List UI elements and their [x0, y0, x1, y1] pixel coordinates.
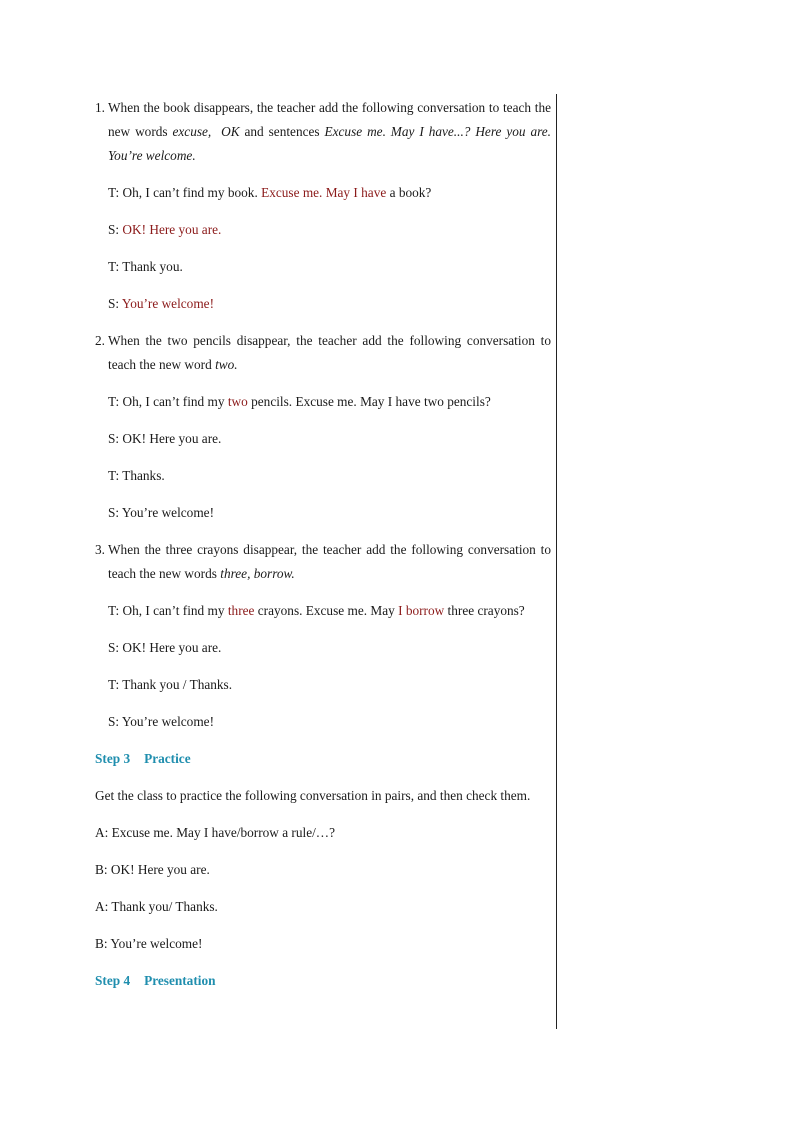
item-2-line-4: S: You’re welcome!: [108, 505, 214, 520]
item-3-number: 3.: [95, 542, 105, 557]
item-3-line-4: S: You’re welcome!: [108, 714, 214, 729]
step-3-instruction: Get the class to practice the following conversation in pairs, and then check them.: [95, 788, 531, 803]
item-3-line-2: S: OK! Here you are.: [108, 640, 222, 655]
item-2-number: 2.: [95, 333, 105, 348]
practice-line-b1: B: OK! Here you are.: [95, 862, 210, 877]
item-1-line-4: S: You’re welcome!: [108, 296, 214, 311]
item-1-intro: 1. When the book disappears, the teacher add the following conversation to teach the new words excuse, OK and sentences Excuse me. May I have...? Here you are. You’re welcome.: [95, 96, 551, 168]
table-cell-border: [556, 94, 557, 1029]
item-1-line-1: T: Oh, I can’t find my book. Excuse me. May I have a book?: [108, 185, 432, 200]
item-1-line-2: S: OK! Here you are.: [108, 222, 222, 237]
item-1-number: 1.: [95, 100, 105, 115]
step-4-title: Presentation: [144, 973, 216, 988]
item-3-line-3: T: Thank you / Thanks.: [108, 677, 233, 692]
practice-line-a1: A: Excuse me. May I have/borrow a rule/…?: [95, 825, 335, 840]
practice-line-b2: B: You’re welcome!: [95, 936, 203, 951]
item-3-line-1: T: Oh, I can’t find my three crayons. Excuse me. May I borrow three crayons?: [108, 603, 525, 618]
lesson-content: [95, 96, 551, 993]
item-2-line-1: T: Oh, I can’t find my two pencils. Excuse me. May I have two pencils?: [108, 394, 491, 409]
item-1-line-3: T: Thank you.: [108, 259, 183, 274]
step-4-label: Step 4: [95, 973, 131, 988]
item-2-intro: 2. When the two pencils disappear, the teacher add the following conversation to teach the new word two.: [95, 329, 551, 377]
step-3-heading: [95, 747, 551, 771]
practice-line-a2: A: Thank you/ Thanks.: [95, 899, 218, 914]
item-3-intro: 3. When the three crayons disappear, the teacher add the following conversation to teach the new words three, borrow.: [95, 538, 551, 586]
step-3-label: Step 3: [95, 751, 131, 766]
item-2-line-2: S: OK! Here you are.: [108, 431, 222, 446]
step-3-title: Practice: [144, 751, 191, 766]
step-4-heading: [95, 969, 551, 993]
item-2-line-3: T: Thanks.: [108, 468, 165, 483]
